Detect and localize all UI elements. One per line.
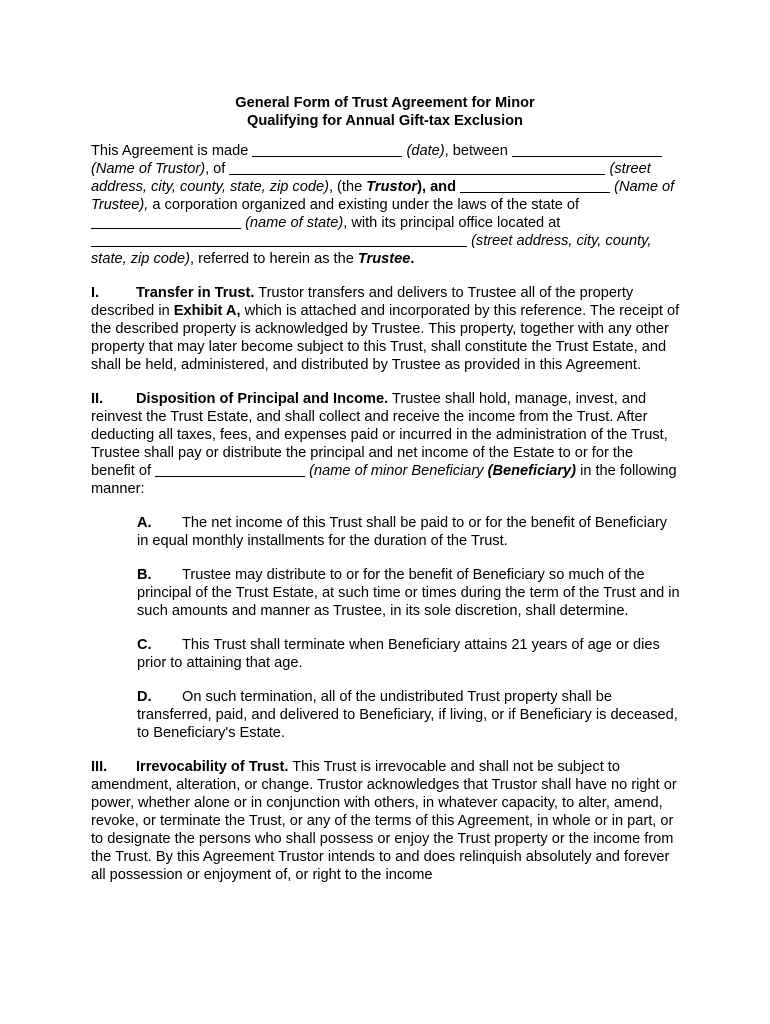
section-1 [91,284,681,374]
intro-text: , with its principal office located at [343,215,561,231]
intro-text: a corporation organized and existing under the laws of the state of [152,197,580,213]
subsection-c [137,636,681,672]
section-heading: Transfer in Trust. [136,285,255,301]
state-label: (name of state) [245,215,344,231]
subsection-text: On such termination, all of the undistributed Trust property shall be transferred, paid, and delivered to Beneficiary, if living, or if Beneficiary is deceased, to Beneficiary's Estate. [137,689,678,741]
subsection-a [137,514,681,550]
subsection-d [137,688,681,742]
subsection-number: B. [137,567,152,583]
section-3 [91,758,681,884]
trustee-name-label: (Name of Trustee), [91,179,675,213]
trustor-name-blank[interactable] [512,142,662,157]
subsection-number: C. [137,637,152,653]
date-label: (date) [406,143,445,159]
street-label-2: (street address, city, county, state, zip code) [91,233,652,267]
section-text: This Trust is irrevocable and shall not be subject to amendment, alteration, or change. Trustor acknowledges that Trustor shall have no right or power, whether alone or in conjunction with others, in whatever capacity, to alter, amend, revoke, or terminate the Trust, or any of the terms of this Agreement, in whole or in part, or to designate the persons who shall possess or enjoy the Trust property or the income from the Trust. By this Agreement Trustor intends to and does relinquish absolutely and forever all possession or enjoyment of, or right to the income [91,759,677,883]
document-title [0,94,770,130]
trustor-name-label: (Name of Trustor) [91,161,206,177]
intro-text: , between [444,143,508,159]
beneficiary-blank[interactable] [155,462,305,477]
section-text: Trustee shall hold, manage, invest, and reinvest the Trust Estate, and shall collect and receive the income from the Trust. After deducting all taxes, fees, and expenses paid or incurred in the administration of the Trust, Trustee shall pay or distribute the principal and net income of the Estate to or for the benefit of [91,391,668,479]
street-label: (street address, city, county, state, zip code) [91,161,651,195]
office-address-blank[interactable] [91,232,467,247]
exhibit-reference: Exhibit A, [173,303,241,319]
section-2 [91,390,681,498]
section-number: III. [91,759,108,775]
subsection-b [137,566,681,620]
section-text: Trustor transfers and delivers to Trustee all of the property described in [91,285,634,319]
section-heading: Irrevocability of Trust. [136,759,289,775]
subsection-text: This Trust shall terminate when Beneficiary attains 21 years of age or dies prior to attaining that age. [137,637,660,671]
title-line-1: General Form of Trust Agreement for Minor [235,95,535,111]
section-number: II. [91,391,104,407]
subsection-number: A. [137,515,152,531]
title-line-2: Qualifying for Annual Gift-tax Exclusion [247,113,523,129]
state-blank[interactable] [91,214,241,229]
subsection-text: Trustee may distribute to or for the benefit of Beneficiary so much of the principal of the Trust Estate, at such time or times during the term of the Trust and in such amounts and manner as Trustee, in its sole discretion, shall determine. [137,567,680,619]
trustor-address-blank[interactable] [229,160,605,175]
beneficiary-bold-label: (Beneficiary) [487,463,577,479]
beneficiary-label: (name of minor Beneficiary [309,463,484,479]
intro-text: ), and [417,179,457,195]
trustee-name-blank[interactable] [460,178,610,193]
section-text: which is attached and incorporated by this reference. The receipt of the described property is acknowledged by Trustee. This property, together with any other property that may later become subject to this Trust, shall constitute the Trust Estate, and shall be held, administered, and distributed by Trustee as provided in this Agreement. [91,303,680,373]
subsection-number: D. [137,689,152,705]
trustee-label: Trustee [357,251,411,267]
intro-text: . [410,251,415,267]
date-blank[interactable] [252,142,402,157]
intro-text: , of [205,161,226,177]
subsection-text: The net income of this Trust shall be paid to or for the benefit of Beneficiary in equal monthly installments for the duration of the Trust. [137,515,668,549]
section-heading: Disposition of Principal and Income. [136,391,389,407]
intro-text: , referred to herein as the [189,251,354,267]
intro-text: This Agreement is made [91,143,249,159]
section-text: in the following manner: [91,463,677,497]
trustor-label: Trustor [366,179,418,195]
document-body [91,142,681,900]
section-number: I. [91,285,100,301]
intro-text: , (the [328,179,363,195]
intro-paragraph [91,142,681,268]
